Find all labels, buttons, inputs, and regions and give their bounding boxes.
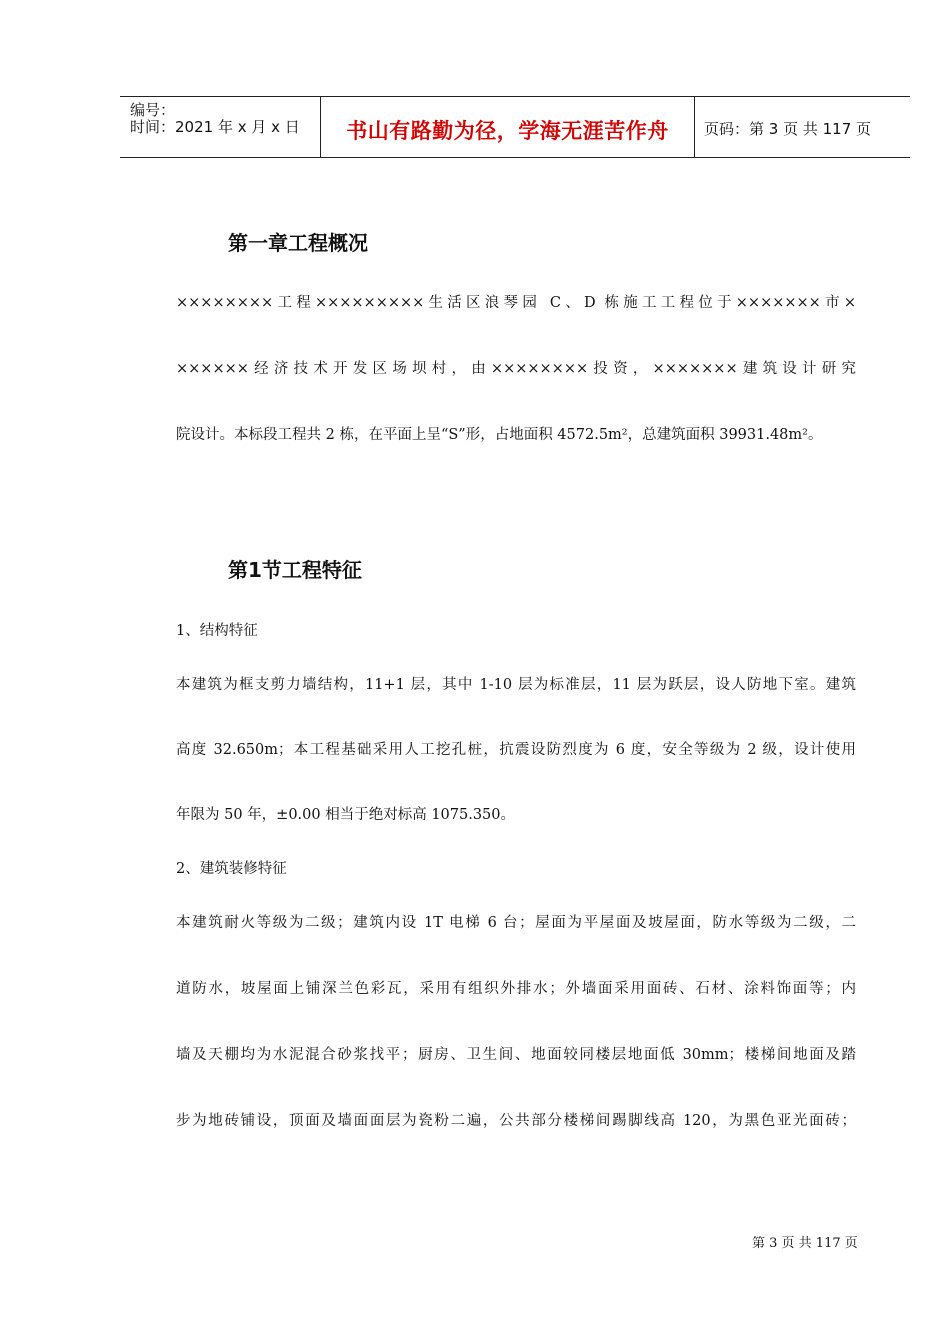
serial-number-label: 编号： [130, 101, 176, 119]
intro-line: ××××××××工程×××××××××生活区浪琴园 C、D 栋施工工程位于×××××××市× [176, 295, 856, 311]
body-line: 步为地砖铺设，顶面及墙面面层为瓷粉二遍，公共部分楼梯间踢脚线高 120，为黑色亚光面砖； [176, 1113, 856, 1129]
header-info-cell [120, 97, 320, 157]
section-title: 第1节工程特征 [228, 558, 362, 582]
body-line: 本建筑为框支剪力墙结构，11+1 层，其中 1-10 层为标准层，11 层为跃层，设人防地下室。建筑 [176, 677, 856, 693]
page-footer: 第 3 页 共 117 页 [752, 1236, 858, 1251]
intro-line: ××××××经济技术开发区场坝村，由××××××××投资，×××××××建筑设计研究 [176, 361, 856, 377]
page-header [120, 96, 910, 158]
motto-text: 书山有路勤为径，学海无涯苦作舟 [346, 119, 669, 143]
body-line: 年限为 50 年，±0.00 相当于绝对标高 1075.350。 [176, 807, 516, 823]
body-line: 墙及天棚均为水泥混合砂浆找平；厨房、卫生间、地面较同楼层地面低 30mm；楼梯间地面及踏 [176, 1047, 856, 1063]
header-motto-cell [320, 97, 695, 157]
page-number-label: 页码：第 3 页 共 117 页 [704, 120, 872, 138]
subsection-heading: 1、结构特征 [176, 623, 258, 639]
intro-line: 院设计。本标段工程共 2 栋，在平面上呈“S”形，占地面积 4572.5m²，总建筑面积 39931.48m²。 [176, 427, 823, 443]
header-page-cell [694, 97, 910, 157]
chapter-title: 第一章工程概况 [228, 231, 368, 255]
body-line: 本建筑耐火等级为二级；建筑内设 1T 电梯 6 台；屋面为平屋面及坡屋面，防水等级为二级，二 [176, 915, 856, 931]
body-line: 道防水，坡屋面上铺深兰色彩瓦，采用有组织外排水；外墙面采用面砖、石材、涂料饰面等；内 [176, 981, 856, 997]
date-label: 时间：2021 年 x 月 x 日 [130, 118, 300, 136]
body-line: 高度 32.650m；本工程基础采用人工挖孔桩，抗震设防烈度为 6 度，安全等级为 2 级，设计使用 [176, 742, 856, 758]
subsection-heading: 2、建筑装修特征 [176, 861, 287, 877]
